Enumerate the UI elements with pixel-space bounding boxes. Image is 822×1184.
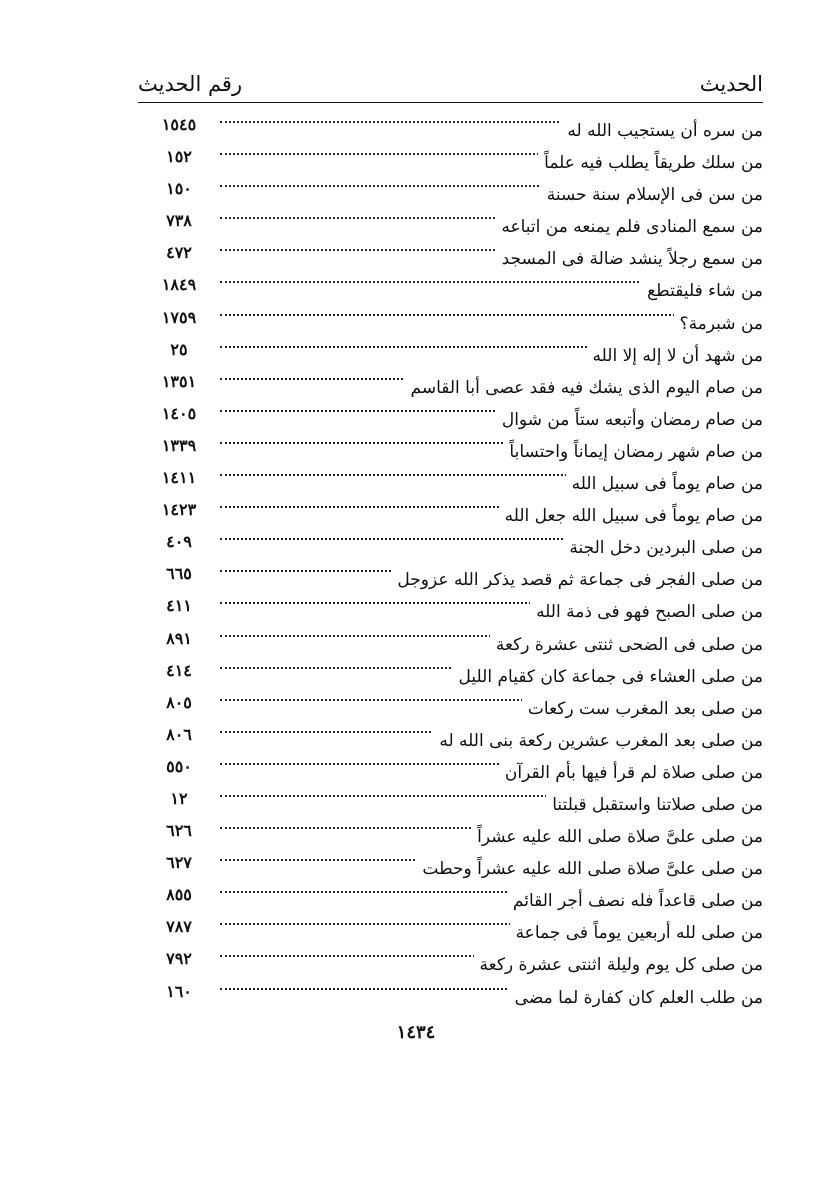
index-entry bbox=[150, 661, 763, 693]
index-entry bbox=[150, 885, 763, 917]
index-entry bbox=[150, 404, 763, 436]
entry-text: من صلى الصبح فهو فى ذمة الله bbox=[530, 602, 763, 622]
entry-number: ٤٠٩ bbox=[166, 532, 192, 552]
index-entry bbox=[150, 725, 763, 757]
index-entry bbox=[150, 115, 763, 147]
entry-number: ١٥٢ bbox=[166, 147, 192, 167]
entry-number: ٦٦٥ bbox=[166, 564, 192, 584]
entry-text: من صلى قاعداً فله نصف أجر القائم bbox=[507, 891, 763, 911]
index-entry bbox=[150, 789, 763, 821]
entry-text: من سن فى الإسلام سنة حسنة bbox=[541, 185, 763, 205]
index-entry bbox=[150, 211, 763, 243]
entry-number: ١٢ bbox=[170, 788, 188, 808]
entry-number: ١٤١١ bbox=[161, 468, 197, 488]
entry-number: ٦٢٦ bbox=[166, 821, 192, 841]
entry-text: من شهد أن لا إله إلا الله bbox=[587, 346, 763, 366]
entry-text: من صلى البردين دخل الجنة bbox=[563, 538, 763, 558]
entry-text: من شاء فليقتطع bbox=[641, 281, 763, 301]
entry-text: من طلب العلم كان كفارة لما مضى bbox=[509, 988, 763, 1008]
entry-number: ٤١٤ bbox=[166, 660, 192, 680]
index-entry bbox=[150, 372, 763, 404]
index-entry bbox=[150, 436, 763, 468]
entry-text: من صلى علىَّ صلاة صلى الله عليه عشراً وحطت bbox=[416, 859, 763, 879]
entry-text: من صلى كل يوم وليلة اثنتى عشرة ركعة bbox=[474, 955, 763, 975]
entry-number: ٨٠٦ bbox=[166, 724, 192, 744]
header-title: الحديث bbox=[699, 72, 763, 96]
entry-number: ١٤٠٥ bbox=[161, 403, 197, 423]
index-entry bbox=[150, 693, 763, 725]
entry-number: ٨٩١ bbox=[166, 628, 192, 648]
entry-number: ٧٩٢ bbox=[166, 949, 192, 969]
entry-text: من سره أن يستجيب الله له bbox=[561, 121, 763, 141]
entry-number: ٦٢٧ bbox=[166, 853, 192, 873]
entry-number: ٤١١ bbox=[166, 596, 192, 616]
index-entry bbox=[150, 340, 763, 372]
index-entry bbox=[150, 243, 763, 275]
entry-text: من صلى صلاتنا واستقبل قبلتنا bbox=[546, 795, 763, 815]
entry-text: من صلى صلاة لم قرأ فيها بأم القرآن bbox=[499, 763, 763, 783]
entry-number: ٧٣٨ bbox=[166, 211, 192, 231]
index-entry bbox=[150, 468, 763, 500]
entry-number: ٥٥٠ bbox=[166, 756, 192, 776]
entry-number: ٤٧٢ bbox=[166, 243, 192, 263]
index-entry bbox=[150, 596, 763, 628]
index-entry bbox=[150, 532, 763, 564]
page-header bbox=[138, 68, 763, 102]
entry-text: من صام يوماً فى سبيل الله bbox=[566, 474, 763, 494]
index-entry bbox=[150, 564, 763, 596]
header-rule bbox=[138, 102, 763, 103]
entry-text: من صام رمضان وأتبعه ستاً من شوال bbox=[496, 410, 763, 430]
entry-text: من صلى الفجر فى جماعة ثم قصد يذكر الله عزوجل bbox=[391, 570, 763, 590]
page-number: ١٤٣٤ bbox=[396, 1022, 436, 1043]
entry-number: ١٣٣٩ bbox=[161, 435, 197, 455]
index-entry bbox=[150, 949, 763, 981]
entry-number: ١٣٥١ bbox=[161, 371, 197, 391]
index-entry bbox=[150, 147, 763, 179]
index-entry bbox=[150, 757, 763, 789]
entry-number: ١٥٤٥ bbox=[161, 115, 197, 134]
index-entry bbox=[150, 821, 763, 853]
index-entry bbox=[150, 629, 763, 661]
entry-text: من صلى علىَّ صلاة صلى الله عليه عشراً bbox=[471, 827, 763, 847]
entry-number: ١٦٠ bbox=[166, 981, 192, 1001]
entry-number: ٧٨٧ bbox=[166, 917, 192, 937]
entry-text: من صلى بعد المغرب عشرين ركعة بنى الله له bbox=[433, 731, 763, 751]
entry-text: من صلى لله أربعين يوماً فى جماعة bbox=[510, 923, 763, 943]
header-number-label: رقم الحديث bbox=[138, 72, 243, 96]
entry-text: من صام يوماً فى سبيل الله جعل الله bbox=[499, 506, 763, 526]
entry-text: من شبرمة؟ bbox=[674, 314, 763, 334]
entry-text: من صام اليوم الذى يشك فيه فقد عصى أبا القاسم bbox=[405, 378, 763, 398]
entry-text: من صلى فى الضحى ثنتى عشرة ركعة bbox=[490, 635, 763, 655]
entry-number: ١٤٢٣ bbox=[161, 500, 197, 520]
entry-number: ١٧٥٩ bbox=[161, 307, 197, 327]
index-entry bbox=[150, 853, 763, 885]
index-entry bbox=[150, 982, 763, 1014]
entry-text: من صلى بعد المغرب ست ركعات bbox=[522, 699, 763, 719]
index-entry bbox=[150, 917, 763, 949]
entry-text: من سمع رجلاً ينشد ضالة فى المسجد bbox=[496, 249, 763, 269]
entry-text: من سلك طريقاً يطلب فيه علماً bbox=[538, 153, 763, 173]
entry-number: ٨٠٥ bbox=[166, 692, 192, 712]
index-entry bbox=[150, 275, 763, 307]
index-entry bbox=[150, 500, 763, 532]
index-entry bbox=[150, 308, 763, 340]
entry-number: ١٨٤٩ bbox=[161, 275, 197, 295]
entry-number: ٢٥ bbox=[170, 339, 188, 359]
entry-number: ١٥٠ bbox=[166, 179, 192, 199]
entry-text: من صام شهر رمضان إيماناً واحتساباً bbox=[503, 442, 763, 462]
entry-number: ٨٥٥ bbox=[166, 885, 192, 905]
hadith-index-list bbox=[150, 115, 763, 1014]
index-entry bbox=[150, 179, 763, 211]
entry-text: من سمع المنادى فلم يمنعه من اتباعه bbox=[495, 217, 763, 237]
entry-text: من صلى العشاء فى جماعة كان كقيام الليل bbox=[453, 667, 763, 687]
